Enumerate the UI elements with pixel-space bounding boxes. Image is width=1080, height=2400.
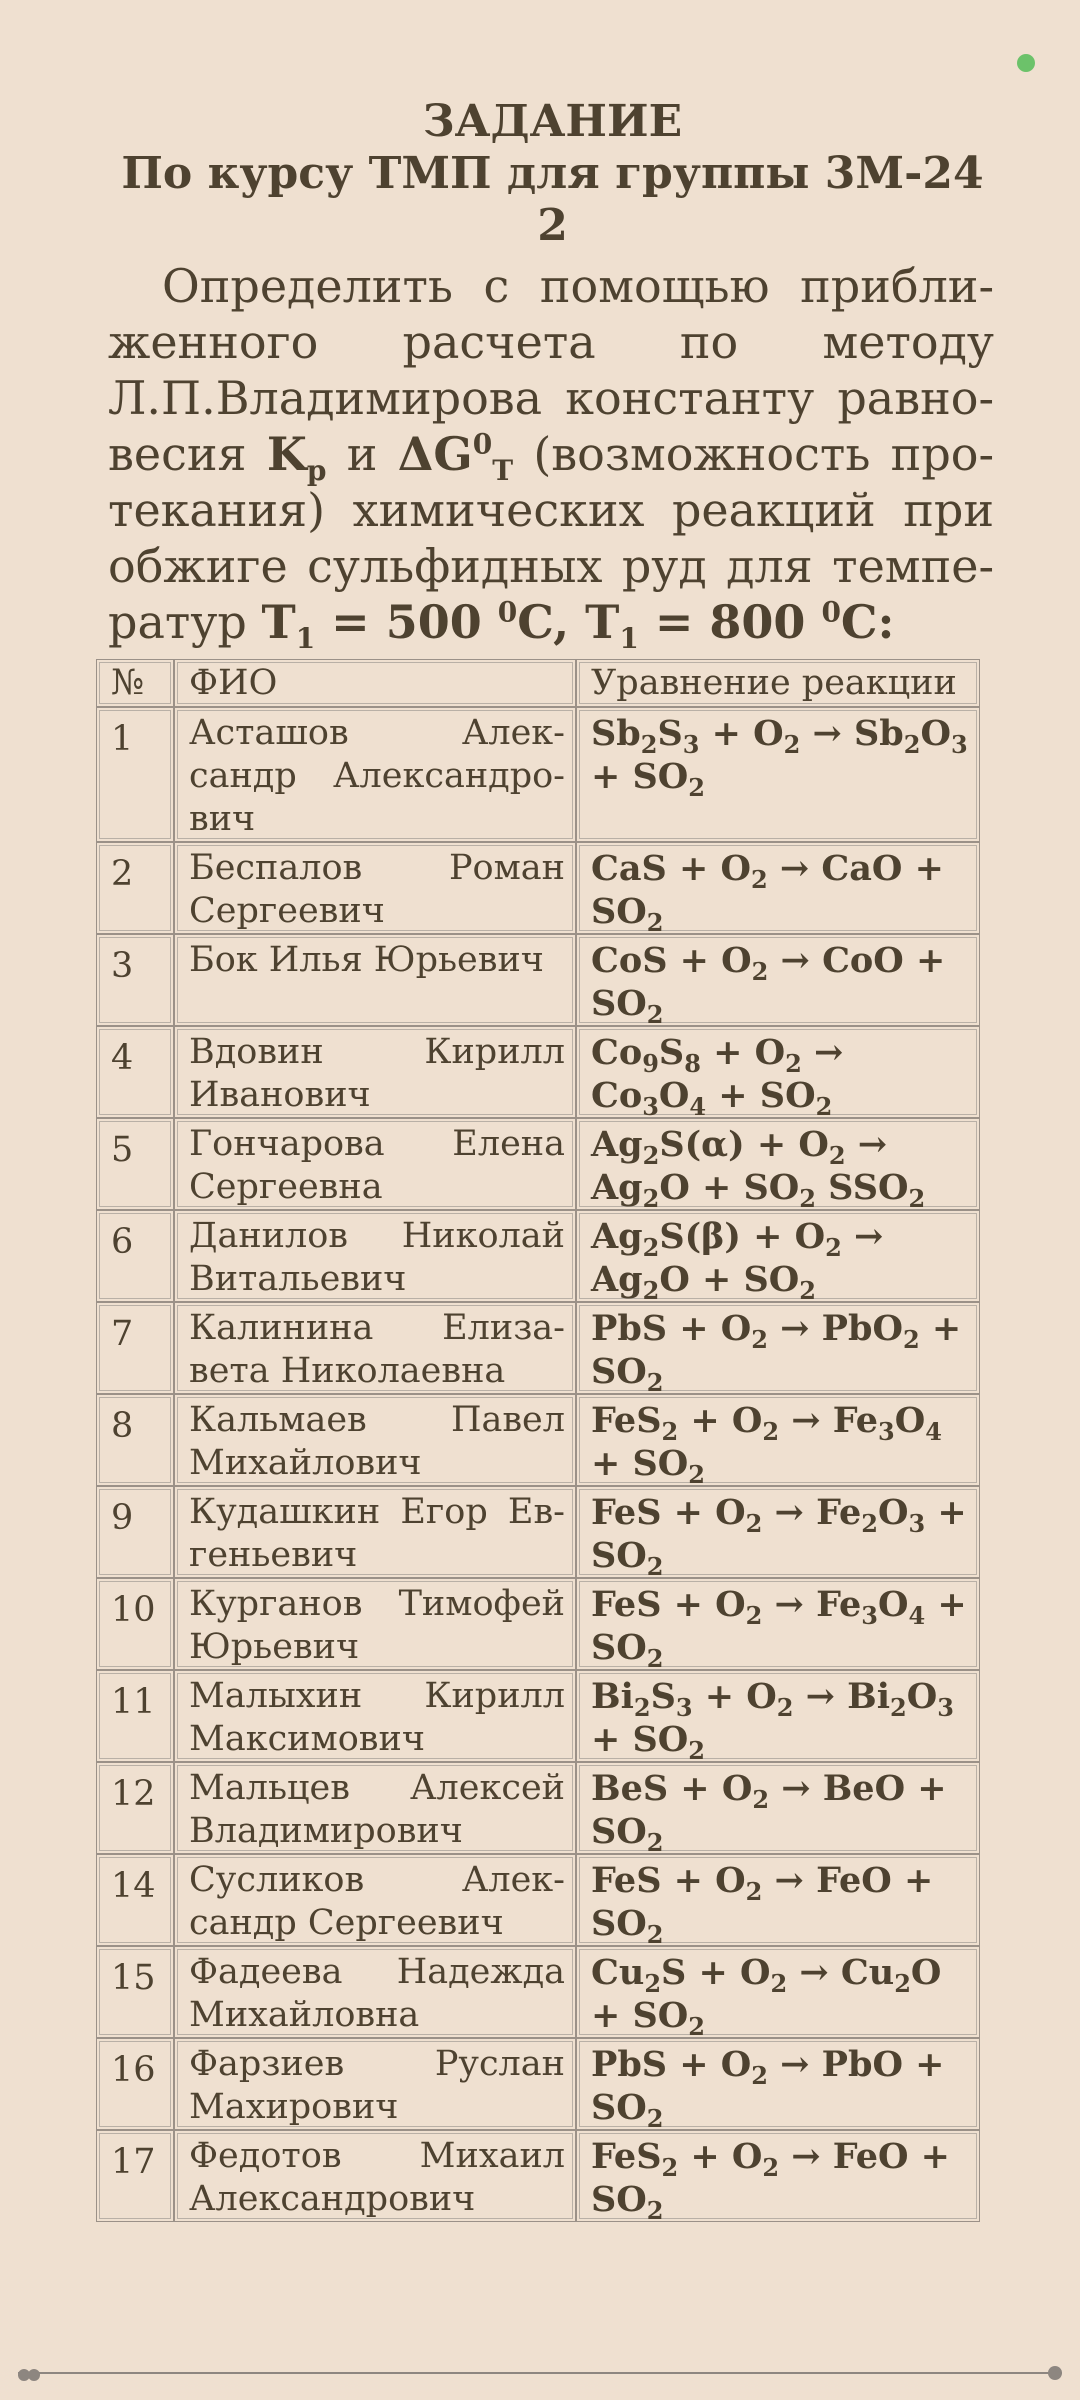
student-name: Вдовин Кирилл Иванович (174, 1026, 576, 1118)
table-row (96, 1854, 980, 1946)
table-row (96, 707, 980, 842)
row-number: 17 (96, 2130, 174, 2222)
table-row (96, 1762, 980, 1854)
status-indicator-dot (1017, 54, 1035, 72)
row-number: 16 (96, 2038, 174, 2130)
reaction-equation: $Bi_2S_3 + O_2 \to Bi_2O_3 + SO_2$ (576, 1670, 980, 1762)
table-row (96, 842, 980, 934)
student-name: Данилов Николай Витальевич (174, 1210, 576, 1302)
row-number: 9 (96, 1486, 174, 1578)
student-name: Курганов Тимофей Юрьевич (174, 1578, 576, 1670)
assignment-table (96, 659, 980, 2225)
table-header-row (96, 659, 980, 707)
reaction-equation: $Cu_2S + O_2 \to Cu_2O + SO_2$ (576, 1946, 980, 2038)
reaction-equation: CoS + $O_2$ → CoO + $SO_2$ (576, 934, 980, 1026)
table-row (96, 1578, 980, 1670)
row-number: 2 (96, 842, 174, 934)
row-number: 3 (96, 934, 174, 1026)
reaction-equation: FeS + $O_2 \to Fe_2O_3 + SO_2$ (576, 1486, 980, 1578)
reaction-equation: FeS + $O_2 \to Fe_3O_4 + SO_2$ (576, 1578, 980, 1670)
reaction-equation: $FeS_2 + O_2$ → FeO + $SO_2$ (576, 2130, 980, 2222)
table-row (96, 1302, 980, 1394)
header-name: ФИО (174, 659, 576, 707)
reaction-equation: BeS + $O_2$ → BeO + $SO_2$ (576, 1762, 980, 1854)
student-name: Беспалов Роман Сергеевич (174, 842, 576, 934)
row-number: 11 (96, 1670, 174, 1762)
reaction-equation: PbS + $O_2$ → PbO + $SO_2$ (576, 2038, 980, 2130)
header-number: № (96, 659, 174, 707)
row-number: 10 (96, 1578, 174, 1670)
reaction-equation: CaS + $O_2$ → CaO + $SO_2$ (576, 842, 980, 934)
table-row (96, 1670, 980, 1762)
student-name: Малыхин Кирилл Максимович (174, 1670, 576, 1762)
scroll-right-handle[interactable] (1048, 2366, 1062, 2380)
student-name: Бок Илья Юрьевич (174, 934, 576, 1026)
reaction-equation: $Sb_2S_3 + O_2 \to Sb_2O_3 + SO_2$ (576, 707, 980, 842)
doc-subtitle: По курсу ТМП для группы 3М-24 (121, 148, 984, 199)
header-equation: Уравнение реакции (576, 659, 980, 707)
student-name: Федотов Михаил Александрович (174, 2130, 576, 2222)
row-number: 12 (96, 1762, 174, 1854)
student-name: Мальцев Алексей Владимирович (174, 1762, 576, 1854)
table-row (96, 1118, 980, 1210)
row-number: 14 (96, 1854, 174, 1946)
student-name: Сусликов Алек-сандр Сергеевич (174, 1854, 576, 1946)
table-row (96, 1394, 980, 1486)
table-row (96, 1946, 980, 2038)
student-name: Калинина Елиза-вета Николаевна (174, 1302, 576, 1394)
student-name: Кальмаев Павел Михайлович (174, 1394, 576, 1486)
doc-number: 2 (537, 200, 568, 251)
reaction-equation: $Ag_2S(\beta) + O_2 \to Ag_2O + SO_2$ (576, 1210, 980, 1302)
reaction-equation: $Ag_2S(\alpha) + O_2 \to Ag_2O + SO_2$ $SSO_2$ (576, 1118, 980, 1210)
row-number: 4 (96, 1026, 174, 1118)
reaction-equation: FeS + $O_2$ → FeO + $SO_2$ (576, 1854, 980, 1946)
row-number: 15 (96, 1946, 174, 2038)
doc-title: ЗАДАНИЕ (422, 96, 683, 147)
table-row (96, 1026, 980, 1118)
table-row (96, 2130, 980, 2222)
student-name: Фарзиев Руслан Махирович (174, 2038, 576, 2130)
scroll-left-handle[interactable] (18, 2366, 40, 2380)
reaction-equation: $Co_9S_8 + O_2 \to Co_3O_4 + SO_2$ (576, 1026, 980, 1118)
table-row (96, 1210, 980, 1302)
document-header (60, 96, 1045, 252)
student-name: Фадеева Надежда Михайловна (174, 1946, 576, 2038)
student-name: Кудашкин Егор Ев-геньевич (174, 1486, 576, 1578)
row-number: 5 (96, 1118, 174, 1210)
table-row (96, 2038, 980, 2130)
student-name: Асташов Алек-сандр Александро-вич (174, 707, 576, 842)
reaction-equation: $FeS_2 + O_2 \to Fe_3O_4 + SO_2$ (576, 1394, 980, 1486)
row-number: 1 (96, 707, 174, 842)
row-number: 7 (96, 1302, 174, 1394)
student-name: Гончарова Елена Сергеевна (174, 1118, 576, 1210)
horizontal-scrollbar[interactable] (18, 2372, 1062, 2374)
table-row (96, 934, 980, 1026)
reaction-equation: PbS + $O_2 \to PbO_2 + SO_2$ (576, 1302, 980, 1394)
task-description: Определить с помощью прибли-женного расчета по методу Л.П.Владимирова константу равно-весия $K_p$ и $\Delta G^0_T$ (возможность про-текания) химических реакций при обжиге сульфидных руд для темпе-ратур $T_1 = 500$ $^0$C, $T_1 = 800$ $^0$C: (108, 259, 995, 656)
row-number: 8 (96, 1394, 174, 1486)
table-row (96, 1486, 980, 1578)
row-number: 6 (96, 1210, 174, 1302)
